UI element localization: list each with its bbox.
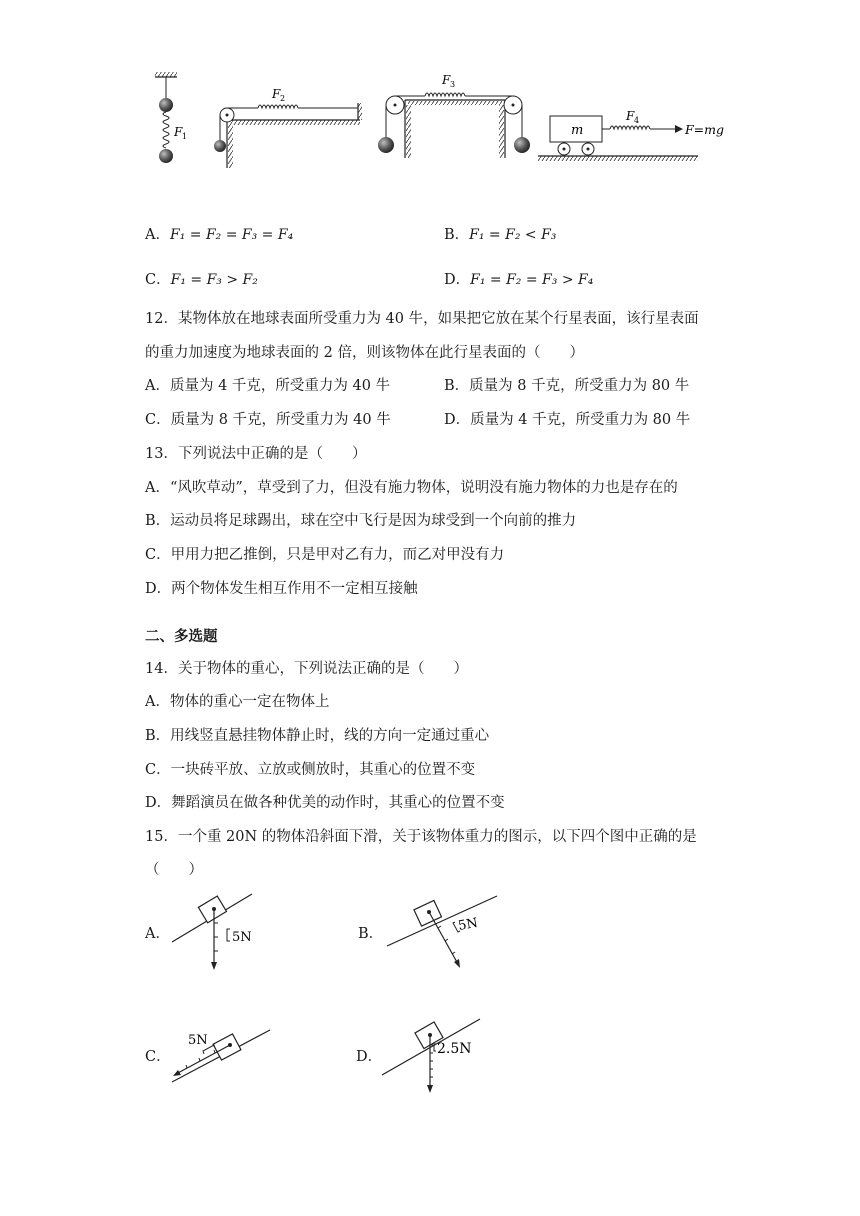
svg-text:1: 1 bbox=[182, 132, 188, 141]
diagram-pulley-spring bbox=[214, 87, 362, 168]
q12-stem-line1: 12．某物体放在地球表面所受重力为 40 牛，如果把它放在某个行星表面，该行星表面 bbox=[145, 311, 699, 327]
svg-text:4: 4 bbox=[634, 116, 640, 125]
q13-option-d[interactable]: D．两个物体发生相互作用不一定相互接触 bbox=[145, 581, 418, 597]
q11-option-b[interactable]: B．F₁ = F₂ < F₃ bbox=[444, 227, 557, 243]
q12-option-c[interactable]: C．质量为 8 千克，所受重力为 40 牛 bbox=[145, 412, 391, 428]
q14-option-a[interactable]: A．物体的重心一定在物体上 bbox=[145, 694, 330, 710]
q15-c-scale-label: 5N bbox=[188, 1033, 208, 1048]
q14-option-b[interactable]: B．用线竖直悬挂物体静止时，线的方向一定通过重心 bbox=[145, 728, 490, 744]
q15-d-scale-label: 2.5N bbox=[437, 1041, 472, 1057]
q15-diagram-c[interactable] bbox=[170, 1020, 280, 1090]
label-f2: F bbox=[272, 87, 281, 101]
q13-option-b[interactable]: B．运动员将足球踢出，球在空中飞行是因为球受到一个向前的推力 bbox=[145, 513, 577, 529]
svg-text:2: 2 bbox=[280, 94, 286, 103]
q12-option-d[interactable]: D．质量为 4 千克，所受重力为 80 牛 bbox=[444, 412, 691, 428]
q15-a-scale-label: 5N bbox=[232, 930, 252, 945]
q12-stem-line2: 的重力加速度为地球表面的 2 倍，则该物体在此行星表面的（ ） bbox=[145, 345, 584, 361]
label-f4: F bbox=[626, 109, 635, 123]
q15-stem-line2: （ ） bbox=[145, 862, 203, 878]
diagram-hanging-spring bbox=[155, 72, 187, 163]
label-f1: F bbox=[174, 125, 183, 139]
q15-option-a-label[interactable]: A． bbox=[145, 926, 170, 942]
q13-option-a[interactable]: A．“风吹草动”，草受到了力，但没有施力物体，说明没有施力物体的力也是存在的 bbox=[145, 480, 678, 496]
label-f3: F bbox=[442, 73, 451, 87]
q15-diagram-a[interactable] bbox=[170, 890, 270, 975]
q15-stem-line1: 15．一个重 20N 的物体沿斜面下滑，关于该物体重力的图示，以下四个图中正确的是 bbox=[145, 829, 697, 845]
diagram-cart-spring bbox=[538, 109, 724, 161]
q14-stem: 14．关于物体的重心，下列说法正确的是（ ） bbox=[145, 661, 468, 677]
q12-option-b[interactable]: B．质量为 8 千克，所受重力为 80 牛 bbox=[444, 378, 690, 394]
q11-option-a[interactable]: A．F₁ = F₂ = F₃ = F₄ bbox=[145, 227, 294, 243]
q15-option-c-label[interactable]: C． bbox=[145, 1049, 171, 1065]
q15-diagram-b[interactable] bbox=[385, 890, 500, 975]
q11-option-d[interactable]: D．F₁ = F₂ = F₃ > F₄ bbox=[444, 272, 594, 288]
q13-stem: 13．下列说法中正确的是（ ） bbox=[145, 446, 367, 462]
q15-option-b-label[interactable]: B． bbox=[358, 926, 384, 942]
q13-option-c[interactable]: C．甲用力把乙推倒，只是甲对乙有力，而乙对甲没有力 bbox=[145, 547, 505, 563]
q14-option-d[interactable]: D．舞蹈演员在做各种优美的动作时，其重心的位置不变 bbox=[145, 795, 505, 811]
diagram-double-pulley-spring bbox=[378, 73, 530, 158]
section-title-multiple-choice: 二、多选题 bbox=[145, 629, 218, 645]
q15-diagram-d[interactable] bbox=[380, 1015, 500, 1100]
q11-option-c[interactable]: C．F₁ = F₃ > F₂ bbox=[145, 272, 258, 288]
q15-option-d-label[interactable]: D． bbox=[356, 1049, 383, 1065]
svg-text:3: 3 bbox=[450, 80, 456, 89]
label-applied-force: F=mg bbox=[685, 122, 725, 137]
spring-force-diagram bbox=[140, 68, 740, 173]
q14-option-c[interactable]: C．一块砖平放、立放或侧放时，其重心的位置不变 bbox=[145, 762, 476, 778]
q12-option-a[interactable]: A．质量为 4 千克，所受重力为 40 牛 bbox=[145, 378, 391, 394]
q15-b-scale-label: 5N bbox=[457, 915, 480, 934]
label-mass: m bbox=[571, 123, 584, 138]
